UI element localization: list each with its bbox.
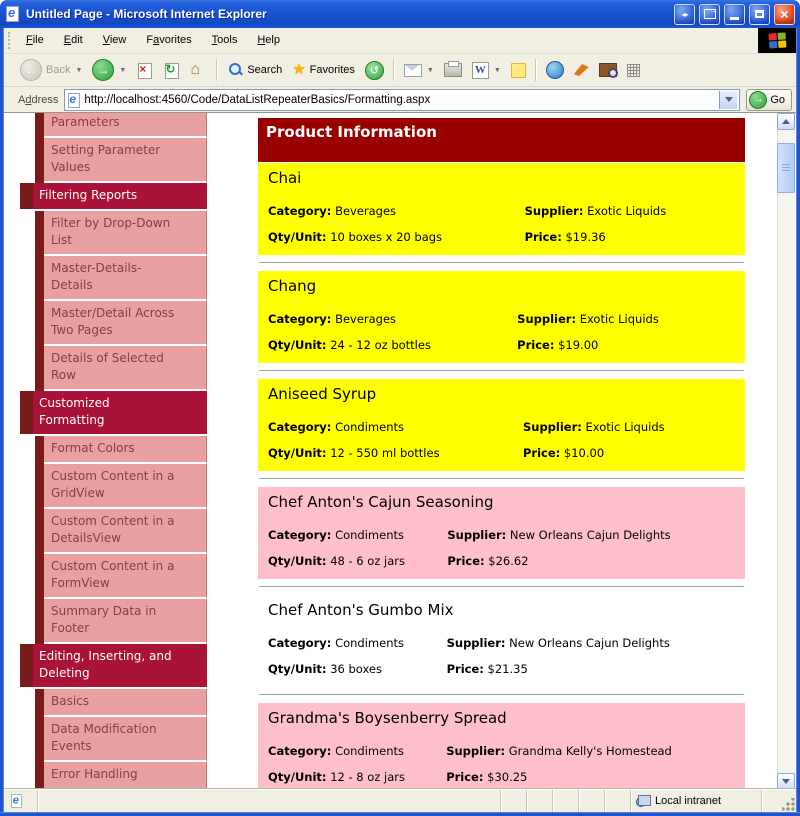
category-value: Condiments: [335, 528, 404, 542]
resize-grip[interactable]: [782, 798, 795, 811]
edit-word-icon: W: [472, 62, 489, 79]
menu-item-edit[interactable]: Edit: [63, 34, 83, 46]
sidebar-header-notch: [20, 391, 33, 434]
toolbar-separator: [535, 59, 537, 81]
qty-label: Qty/Unit:: [268, 662, 327, 676]
forward-dropdown-icon[interactable]: ▼: [119, 66, 127, 74]
qty-label: Qty/Unit:: [268, 770, 327, 784]
qty-value: 48 - 6 oz jars: [330, 554, 405, 568]
category-label: Category:: [268, 744, 332, 758]
product-info-table: [268, 419, 735, 462]
card-separator: [259, 262, 744, 264]
qty-value: 12 - 550 ml bottles: [330, 446, 440, 460]
sidebar-item-custom-content-in-a-formview[interactable]: [44, 554, 207, 599]
supplier-value: Exotic Liquids: [585, 420, 665, 434]
sidebar-item-label: Error Handling: [51, 767, 138, 781]
forward-icon: →: [92, 59, 114, 81]
pan-left-right-button[interactable]: [674, 4, 695, 25]
go-arrow-icon: →: [749, 91, 767, 109]
price-value: $19.36: [565, 230, 606, 244]
supplier-label: Supplier:: [447, 528, 507, 542]
page-content: [4, 113, 796, 790]
sidebar-item-label: Master-Details- Details: [51, 261, 142, 292]
product-name: Aniseed Syrup: [268, 385, 377, 403]
window-title: Untitled Page - Microsoft Internet Explorer: [26, 7, 267, 21]
window-border-left: [0, 28, 4, 816]
refresh-button[interactable]: [159, 60, 184, 81]
sidebar-item-label: Basics: [51, 694, 90, 708]
vertical-scrollbar[interactable]: [777, 113, 795, 790]
address-dropdown-button[interactable]: [719, 91, 737, 109]
back-icon: ←: [20, 59, 42, 81]
status-page-panel: [4, 790, 38, 812]
product-name: Grandma's Boysenberry Spread: [268, 709, 507, 727]
print-button[interactable]: [440, 61, 466, 79]
sidebar-item-format-colors[interactable]: [44, 436, 207, 464]
refresh-icon: ↻: [163, 62, 180, 79]
product-name: Chai: [268, 169, 302, 187]
supplier-label: Supplier:: [517, 312, 577, 326]
product-card: [258, 271, 745, 363]
qty-label: Qty/Unit:: [268, 338, 327, 352]
sidebar-item-label: Data Modification Events: [51, 722, 157, 753]
price-value: $26.62: [488, 554, 529, 568]
status-bar: [4, 789, 796, 812]
category-value: Condiments: [335, 636, 404, 650]
product-group-aniseed-syrup: [258, 379, 745, 480]
product-card: [258, 595, 745, 687]
forward-button[interactable]: [88, 57, 130, 83]
menu-item-file[interactable]: File: [26, 34, 44, 46]
sidebar-item-label: Custom Content in a FormView: [51, 559, 175, 590]
close-icon: ×: [780, 6, 789, 22]
qty-value: 10 boxes x 20 bags: [330, 230, 443, 244]
sidebar-navigation: [39, 113, 207, 790]
price-value: $21.35: [487, 662, 528, 676]
go-button[interactable]: → Go: [746, 89, 792, 111]
product-name: Chef Anton's Gumbo Mix: [268, 601, 454, 619]
qty-value: 24 - 12 oz bottles: [330, 338, 431, 352]
history-icon: ↺: [365, 61, 384, 80]
pop-out-icon: [704, 9, 716, 19]
status-message-panel: [38, 790, 501, 812]
minimize-button[interactable]: [724, 4, 745, 25]
mail-button[interactable]: [400, 62, 438, 79]
chevron-down-icon: [725, 97, 733, 102]
close-button[interactable]: [774, 4, 795, 25]
stop-icon: ×: [136, 62, 153, 79]
category-label: Category:: [268, 420, 332, 434]
address-bar: [4, 87, 796, 113]
product-group-chef-anton-s-gumbo-mix: [258, 595, 745, 696]
price-value: $30.25: [487, 770, 528, 784]
address-input[interactable]: [64, 89, 740, 111]
product-name: Chang: [268, 277, 317, 295]
category-label: Category:: [268, 312, 332, 326]
product-group-chang: [258, 271, 745, 372]
addon-highlighter-button[interactable]: [570, 62, 593, 78]
local-intranet-icon: [636, 795, 651, 807]
home-button[interactable]: [186, 60, 211, 81]
supplier-value: Grandma Kelly's Homestead: [508, 744, 672, 758]
title-bar[interactable]: [0, 0, 800, 28]
menu-item-favorites[interactable]: Favorites: [146, 34, 192, 46]
maximize-icon: [755, 10, 764, 18]
menu-item-view[interactable]: View: [102, 34, 127, 46]
ie-window-icon: e: [5, 6, 21, 22]
scroll-up-button[interactable]: [777, 113, 795, 130]
addon-globe-button[interactable]: [542, 59, 568, 81]
sidebar-header-notch: [20, 644, 33, 687]
pan-left-right-icon: ◂▸: [681, 9, 688, 19]
sidebar-item-parameters[interactable]: [44, 113, 207, 138]
product-info-table: [268, 635, 735, 678]
price-label: Price:: [524, 230, 562, 244]
price-value: $10.00: [563, 446, 605, 460]
mail-icon: [404, 64, 422, 77]
security-zone-panel: [631, 790, 762, 812]
page-title: Product Information: [258, 118, 745, 162]
menu-items: [16, 28, 290, 53]
pop-out-button[interactable]: [699, 4, 720, 25]
product-info-table: [268, 311, 735, 354]
sidebar-item-details-of-selected-row[interactable]: [44, 346, 207, 391]
sidebar-item-label: Summary Data in Footer: [51, 604, 157, 635]
price-label: Price:: [446, 770, 484, 784]
category-value: Condiments: [335, 744, 404, 758]
qty-value: 36 boxes: [330, 662, 382, 676]
window-border-right: [796, 28, 800, 816]
address-url: http://localhost:4560/Code/DataListRepeaterBasics/Formatting.aspx: [84, 93, 431, 106]
window-border-bottom: [0, 812, 800, 816]
sidebar-item-error-handling[interactable]: [44, 762, 207, 790]
product-info-table: [268, 203, 735, 246]
supplier-value: Exotic Liquids: [587, 204, 667, 218]
scroll-down-button[interactable]: [777, 773, 795, 790]
product-group-grandma-s-boysenberry-spread: [258, 703, 745, 790]
category-value: Beverages: [335, 312, 397, 326]
product-card: [258, 163, 745, 255]
sidebar-item-label: Filter by Drop-Down List: [51, 216, 171, 247]
ie-page-icon: e: [10, 794, 24, 808]
sidebar-item-data-modification-events[interactable]: [44, 717, 207, 762]
home-icon: ⌂: [190, 60, 201, 78]
windows-flag-icon: [768, 32, 786, 48]
menu-item-tools[interactable]: Tools: [211, 34, 238, 46]
back-dropdown-icon[interactable]: ▼: [75, 66, 83, 74]
chevron-up-icon: [782, 119, 790, 124]
addon-research-button[interactable]: [595, 61, 621, 79]
messenger-grid-icon: [627, 64, 640, 77]
sidebar-item-label: Format Colors: [51, 441, 135, 455]
category-label: Category:: [268, 204, 332, 218]
card-separator: [259, 586, 744, 588]
search-icon: [227, 62, 243, 78]
product-card: [258, 487, 745, 579]
category-label: Category:: [268, 636, 332, 650]
sidebar-item-label: Custom Content in a GridView: [51, 469, 175, 500]
menu-bar-grip[interactable]: [8, 32, 13, 49]
price-value: $19.00: [558, 338, 599, 352]
product-name: Chef Anton's Cajun Seasoning: [268, 493, 494, 511]
supplier-value: New Orleans Cajun Delights: [509, 636, 670, 650]
print-icon: [444, 63, 462, 77]
product-info-table: [268, 527, 735, 570]
address-label: Address: [18, 93, 59, 106]
sidebar-item-customized-formatting[interactable]: [20, 391, 207, 436]
addon-messenger-button[interactable]: [623, 62, 644, 79]
product-list: [258, 118, 745, 790]
price-label: Price:: [517, 338, 555, 352]
qty-label: Qty/Unit:: [268, 554, 327, 568]
product-group-chai: [258, 163, 745, 264]
product-card: [258, 379, 745, 471]
toolbar-separator: [393, 59, 395, 81]
product-card: [258, 703, 745, 790]
sidebar-item-label: Master/Detail Across Two Pages: [51, 306, 175, 337]
sidebar-item-master-details-details[interactable]: [44, 256, 207, 301]
security-zone-label: Local intranet: [655, 795, 722, 807]
scrollbar-thumb[interactable]: [777, 143, 795, 193]
price-label: Price:: [446, 662, 484, 676]
sidebar-item-label: Custom Content in a DetailsView: [51, 514, 175, 545]
price-label: Price:: [447, 554, 485, 568]
history-button[interactable]: [361, 59, 388, 82]
sidebar-item-label: Customized Formatting: [33, 391, 207, 434]
discuss-note-icon: [511, 63, 526, 78]
category-value: Condiments: [335, 420, 404, 434]
search-button[interactable]: Search: [223, 60, 286, 80]
window-controls: [674, 4, 795, 25]
sidebar-item-label: Details of Selected Row: [51, 351, 164, 382]
sidebar-item-filtering-reports[interactable]: [20, 183, 207, 211]
menu-bar: [4, 28, 796, 54]
standard-buttons-toolbar: [4, 54, 796, 87]
edit-button[interactable]: [468, 60, 505, 81]
mail-dropdown-icon[interactable]: ▼: [426, 66, 434, 74]
sidebar-item-summary-data-in-footer[interactable]: [44, 599, 207, 644]
sidebar-item-label: Parameters: [51, 115, 120, 129]
supplier-value: New Orleans Cajun Delights: [509, 528, 671, 542]
sidebar-header-notch: [20, 183, 33, 209]
windows-logo-throbber: [758, 28, 796, 53]
price-label: Price:: [522, 446, 561, 460]
maximize-button[interactable]: [749, 4, 770, 25]
back-button[interactable]: ← Back ▼: [16, 57, 86, 83]
chevron-down-icon: [782, 779, 790, 784]
card-separator: [259, 694, 744, 696]
minimize-icon: [730, 17, 739, 20]
edit-dropdown-icon[interactable]: ▼: [493, 66, 501, 74]
stop-button[interactable]: [132, 60, 157, 81]
sidebar-item-custom-content-in-a-gridview[interactable]: [44, 464, 207, 509]
sidebar-item-setting-parameter-values[interactable]: [44, 138, 207, 183]
favorites-button[interactable]: ★ Favorites: [292, 61, 355, 78]
research-icon: [599, 63, 617, 77]
sidebar-item-editing-inserting-and-deleting[interactable]: [20, 644, 207, 689]
card-separator: [259, 370, 744, 372]
sidebar-item-custom-content-in-a-detailsview[interactable]: [44, 509, 207, 554]
qty-label: Qty/Unit:: [268, 446, 327, 460]
sidebar-item-label: Setting Parameter Values: [51, 143, 161, 174]
menu-item-help[interactable]: Help: [257, 34, 280, 46]
qty-label: Qty/Unit:: [268, 230, 327, 244]
sidebar-item-master-detail-across-two-pages[interactable]: [44, 301, 207, 346]
globe-icon: [546, 61, 564, 79]
supplier-label: Supplier:: [446, 636, 506, 650]
card-separator: [259, 478, 744, 480]
supplier-value: Exotic Liquids: [579, 312, 659, 326]
supplier-label: Supplier:: [524, 204, 584, 218]
page-icon: e: [67, 93, 81, 107]
sidebar-item-label: Filtering Reports: [33, 183, 207, 209]
supplier-label: Supplier:: [522, 420, 582, 434]
sidebar-item-basics[interactable]: [44, 689, 207, 717]
sidebar-item-filter-by-drop-down-list[interactable]: [44, 211, 207, 256]
category-value: Beverages: [335, 204, 397, 218]
product-info-table: [268, 743, 735, 786]
discuss-button[interactable]: [507, 61, 530, 80]
sidebar-item-label: Editing, Inserting, and Deleting: [33, 644, 207, 687]
supplier-label: Supplier:: [446, 744, 506, 758]
qty-value: 12 - 8 oz jars: [330, 770, 405, 784]
toolbar-separator: [216, 59, 218, 81]
product-group-chef-anton-s-cajun-seasoning: [258, 487, 745, 588]
highlighter-icon: [574, 64, 589, 76]
favorites-star-icon: ★: [292, 61, 306, 78]
category-label: Category:: [268, 528, 332, 542]
